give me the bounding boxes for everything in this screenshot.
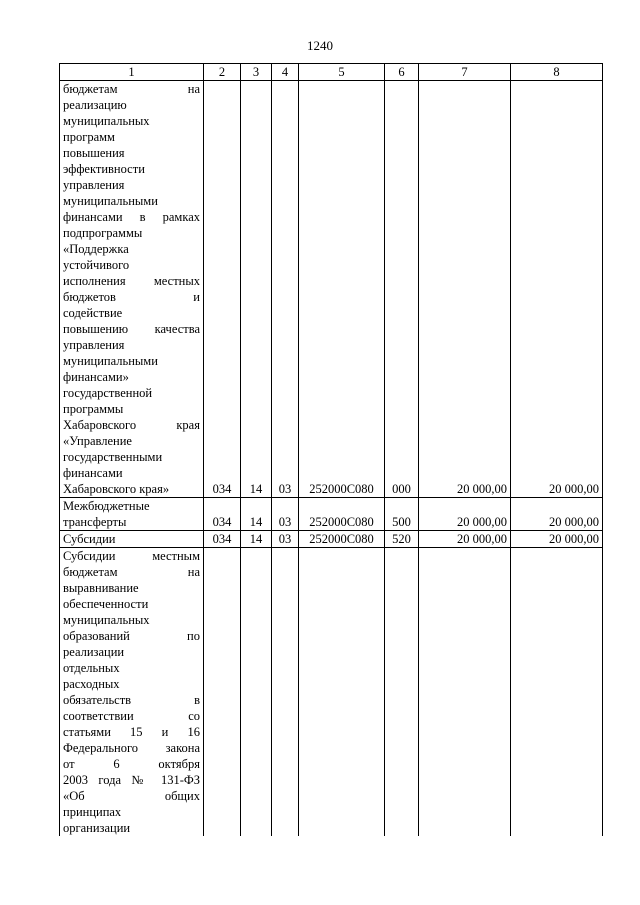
- description-line: содействие: [63, 306, 123, 320]
- description-line: исполнения местных: [63, 274, 200, 288]
- amount-year-1: 20 000,00: [419, 81, 511, 498]
- section-code: 14: [241, 81, 272, 498]
- description-line: «Управление: [63, 434, 132, 448]
- row-description: [60, 498, 204, 531]
- target-article-code: 252000С080: [299, 498, 385, 531]
- ministry-code: 034: [204, 498, 241, 531]
- description-line: «Поддержка: [63, 242, 129, 256]
- ministry-code: 034: [204, 531, 241, 548]
- description-line: управления: [63, 178, 125, 192]
- column-header-4: 4: [272, 64, 299, 81]
- column-header-7: 7: [419, 64, 511, 81]
- description-line: образований по: [63, 629, 200, 643]
- description-line: финансами»: [63, 370, 129, 384]
- section-code: 14: [241, 498, 272, 531]
- ministry-code: 034: [204, 81, 241, 498]
- amount-year-1: 20 000,00: [419, 531, 511, 548]
- column-header-3: 3: [241, 64, 272, 81]
- row-description: [60, 548, 204, 837]
- description-line: 2003 года № 131-ФЗ: [63, 773, 200, 787]
- amount-year-2: 20 000,00: [511, 498, 603, 531]
- subsection-code: [272, 548, 299, 837]
- description-line: программы: [63, 402, 124, 416]
- column-header-5: 5: [299, 64, 385, 81]
- description-line: бюджетам на: [63, 82, 200, 96]
- table-row: [60, 531, 603, 548]
- ministry-code: [204, 548, 241, 837]
- amount-year-2: 20 000,00: [511, 531, 603, 548]
- page-number: 1240: [307, 38, 333, 53]
- expense-type-code: 500: [385, 498, 419, 531]
- target-article-code: 252000С080: [299, 531, 385, 548]
- target-article-code: [299, 548, 385, 837]
- description-line: эффективности: [63, 162, 145, 176]
- description-line: бюджетам на: [63, 565, 200, 579]
- description-line: устойчивого: [63, 258, 130, 272]
- description-line: Хабаровского края: [63, 418, 200, 432]
- description-line: повышению качества: [63, 322, 200, 336]
- row-description: [60, 531, 204, 548]
- column-header-2: 2: [204, 64, 241, 81]
- expense-type-code: 000: [385, 81, 419, 498]
- target-article-code: 252000С080: [299, 81, 385, 498]
- description-line: принципах: [63, 805, 122, 819]
- description-line: от 6 октября: [63, 757, 200, 771]
- table-row: [60, 548, 603, 837]
- description-line: обеспеченности: [63, 597, 149, 611]
- row-description: [60, 81, 204, 498]
- amount-year-1: [419, 548, 511, 837]
- description-line: финансами в рамках: [63, 210, 200, 224]
- description-line: реализацию: [63, 98, 127, 112]
- description-line: государственной: [63, 386, 153, 400]
- table-row: [60, 81, 603, 498]
- description-line: статьями 15 и 16: [63, 725, 200, 739]
- description-line: трансферты: [63, 515, 127, 529]
- subsection-code: 03: [272, 498, 299, 531]
- budget-table: [59, 63, 603, 836]
- description-line: муниципальными: [63, 354, 158, 368]
- description-line: муниципальных: [63, 613, 150, 627]
- section-code: 14: [241, 531, 272, 548]
- description-line: Федерального закона: [63, 741, 200, 755]
- description-line: государственными: [63, 450, 163, 464]
- description-line: отдельных: [63, 661, 120, 675]
- description-line: выравнивание: [63, 581, 139, 595]
- description-line: подпрограммы: [63, 226, 143, 240]
- description-line: организации: [63, 821, 131, 835]
- section-code: [241, 548, 272, 837]
- expense-type-code: 520: [385, 531, 419, 548]
- amount-year-1: 20 000,00: [419, 498, 511, 531]
- column-header-1: 1: [60, 64, 204, 81]
- header-row: [60, 64, 603, 81]
- description-line: муниципальных: [63, 114, 150, 128]
- description-line: Хабаровского края»: [63, 482, 170, 496]
- description-line: обязательств в: [63, 693, 200, 707]
- description-line: муниципальными: [63, 194, 158, 208]
- table-row: [60, 498, 603, 531]
- description-line: повышения: [63, 146, 125, 160]
- description-line: соответствии со: [63, 709, 200, 723]
- description-line: Межбюджетные: [63, 499, 150, 513]
- column-header-8: 8: [511, 64, 603, 81]
- description-line: Субсидии местным: [63, 549, 200, 563]
- description-line: управления: [63, 338, 125, 352]
- amount-year-2: 20 000,00: [511, 81, 603, 498]
- amount-year-2: [511, 548, 603, 837]
- expense-type-code: [385, 548, 419, 837]
- subsection-code: 03: [272, 531, 299, 548]
- description-line: «Об общих: [63, 789, 200, 803]
- description-line: финансами: [63, 466, 123, 480]
- description-line: расходных: [63, 677, 120, 691]
- description-line: реализации: [63, 645, 125, 659]
- description-line: бюджетов и: [63, 290, 200, 304]
- description-line: Субсидии: [63, 532, 116, 546]
- description-line: программ: [63, 130, 115, 144]
- subsection-code: 03: [272, 81, 299, 498]
- column-header-6: 6: [385, 64, 419, 81]
